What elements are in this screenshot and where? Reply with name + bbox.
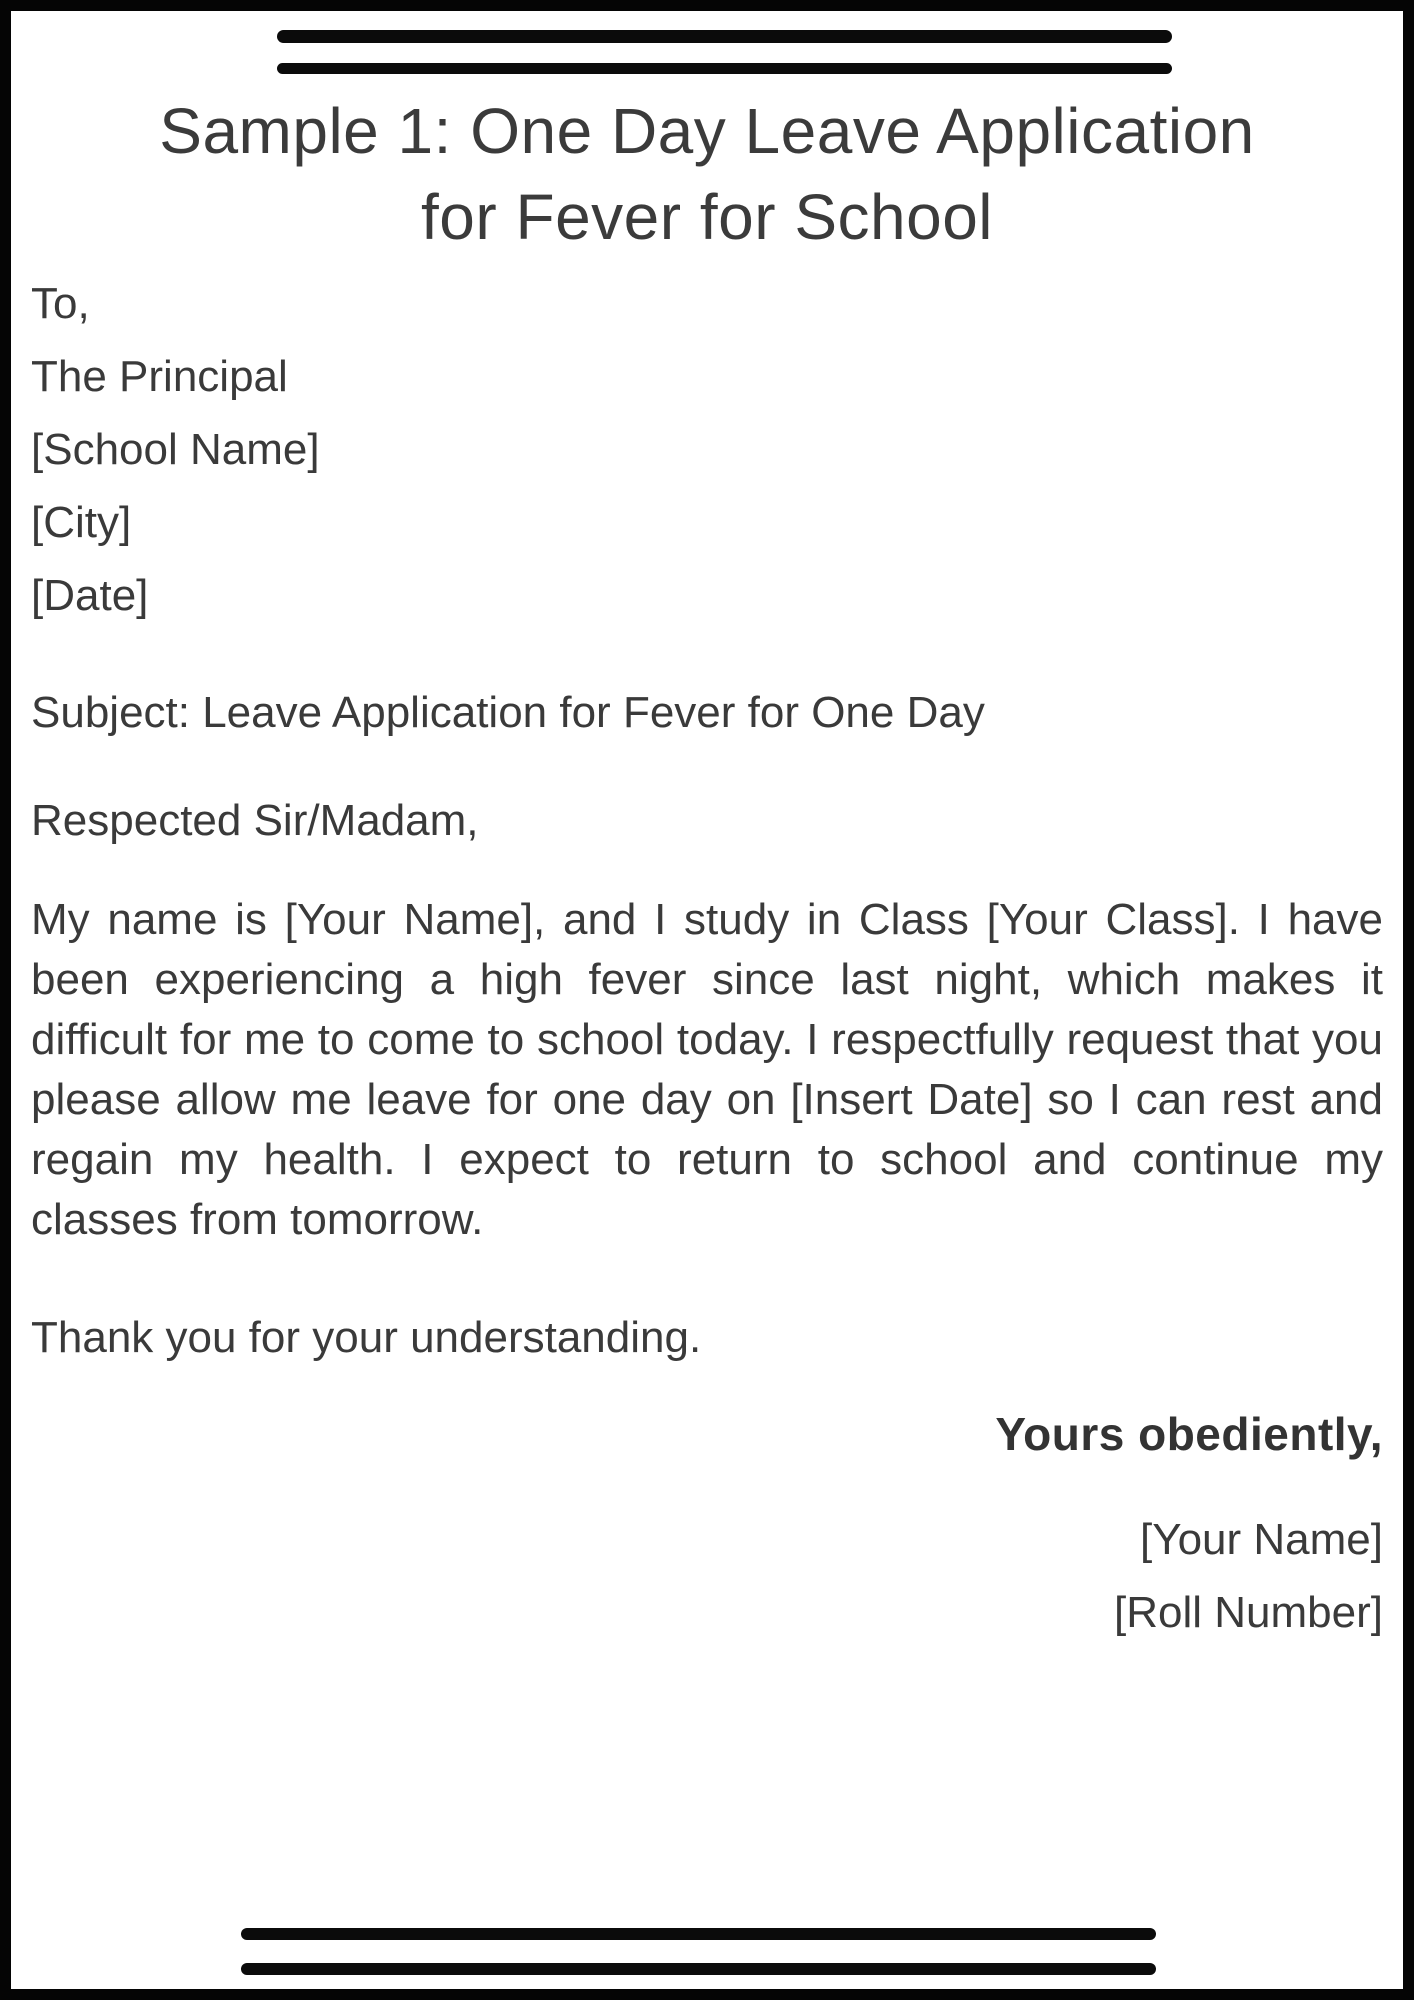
recipient-line-principal: The Principal bbox=[31, 352, 288, 401]
thanks-line: Thank you for your understanding. bbox=[31, 1313, 702, 1362]
signature-roll-number: [Roll Number] bbox=[1114, 1588, 1383, 1637]
bottom-horizontal-rule-1 bbox=[241, 1928, 1156, 1940]
recipient-block bbox=[31, 279, 1383, 620]
page-title-line-1: Sample 1: One Day Leave Application bbox=[159, 95, 1255, 167]
top-horizontal-rule-1 bbox=[277, 30, 1172, 43]
signoff: Yours obediently, bbox=[995, 1408, 1383, 1460]
top-decoration bbox=[48, 30, 1400, 74]
recipient-line-city: [City] bbox=[31, 498, 132, 547]
page-title-line-2: for Fever for School bbox=[421, 181, 993, 253]
recipient-line-date: [Date] bbox=[31, 571, 149, 620]
salutation: Respected Sir/Madam, bbox=[31, 796, 479, 845]
top-horizontal-rule-2 bbox=[277, 63, 1172, 74]
recipient-line-to: To, bbox=[31, 279, 90, 328]
bottom-decoration bbox=[22, 1928, 1374, 1975]
page-title bbox=[31, 88, 1383, 260]
body-paragraph: My name is [Your Name], and I study in Class [Your Class]. I have been experiencing a high fever since last night, which makes it difficult for me to come to school today. I respectfully request that you please allow me leave for one day on [Insert Date] so I can rest and regain my health. I expect to return to school and continue my classes from tomorrow. bbox=[31, 895, 1383, 1244]
subject-line: Subject: Leave Application for Fever for One Day bbox=[31, 688, 985, 737]
recipient-line-school-name: [School Name] bbox=[31, 425, 320, 474]
bottom-horizontal-rule-2 bbox=[241, 1963, 1156, 1975]
signature-name: [Your Name] bbox=[1140, 1515, 1383, 1564]
